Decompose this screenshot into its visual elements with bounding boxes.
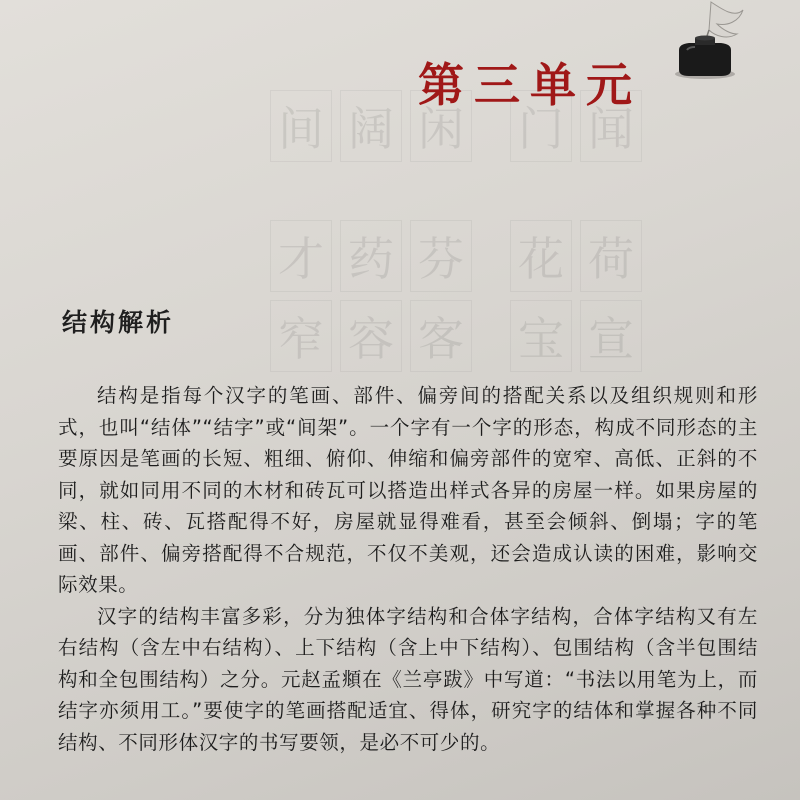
- paragraph-structure-types: 汉字的结构丰富多彩，分为独体字结构和合体字结构，合体字结构又有左右结构（含左中右结构）、上下结构（含上中下结构）、包围结构（含半包围结构和全包围结构）之分。元赵孟頫在《兰亭跋》中写道：“书法以用笔为上，而结字亦须用工。”要使字的笔画搭配适宜、得体，研究字的结体和掌握各种不同结构、不同形体汉字的书写要领，是必不可少的。: [58, 604, 758, 754]
- body-text: [58, 380, 758, 758]
- chapter-title: 第三单元: [418, 57, 642, 112]
- paragraph-structure-definition: 结构是指每个汉字的笔画、部件、偏旁间的搭配关系以及组织规则和形式，也叫“结体”“结字”或“间架”。一个字有一个字的形态，构成不同形态的主要原因是笔画的长短、粗细、俯仰、伸缩和偏旁部件的宽窄、高低、正斜的不同，就如同用不同的木材和砖瓦可以搭造出样式各异的房屋一样。如果房屋的梁、柱、砖、瓦搭配得不好，房屋就显得难看，甚至会倾斜、倒塌；字的笔画、部件、偏旁搭配得不合规范，不仅不美观，还会造成认读的困难，影响交际效果。: [58, 384, 758, 596]
- ink-bottle-with-quill-icon: [665, 0, 745, 80]
- faded-background-grid: 间 阔 闲 才 药 芬 窄 容 客 门 闻 花 荷 宝 宣: [230, 60, 750, 380]
- section-heading: 结构解析: [62, 307, 175, 337]
